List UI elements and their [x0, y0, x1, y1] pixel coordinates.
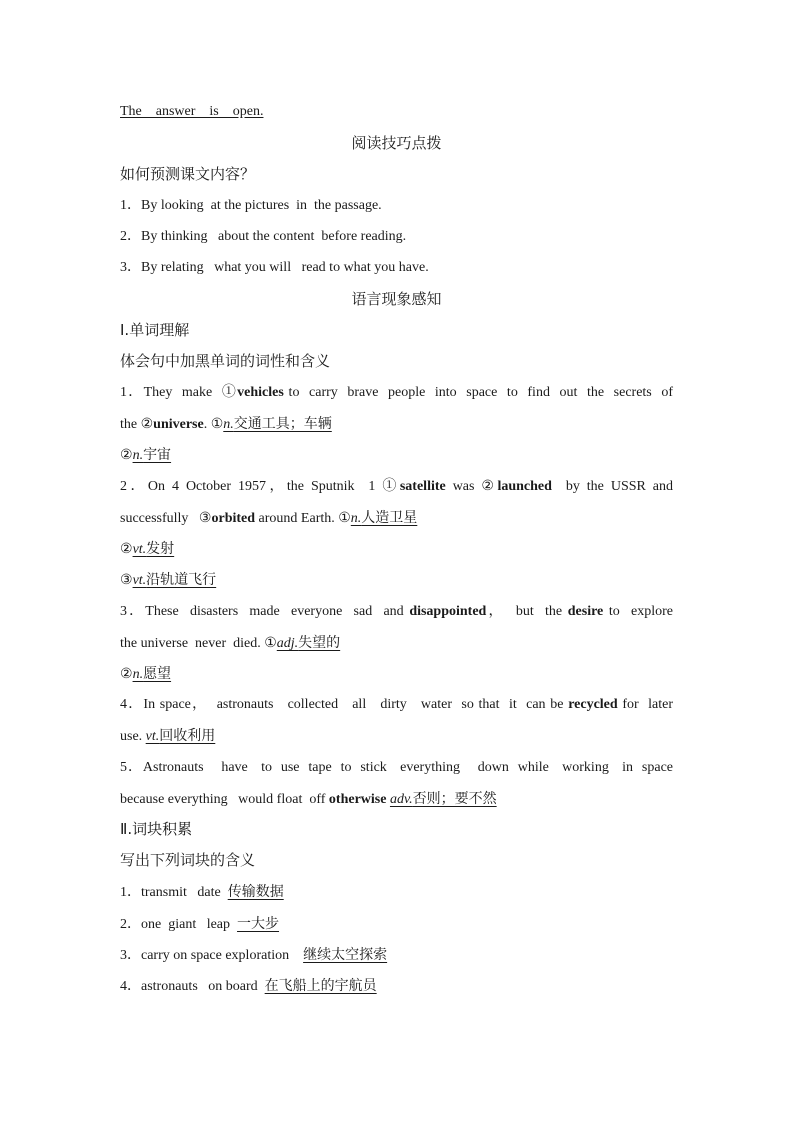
sentence-4-line-1: 4．In space， astronauts collected all dirty water so that it can be recycled for later — [120, 697, 673, 712]
sentence-2-answer-2: ②vt.发射 — [120, 541, 175, 557]
bold-word-otherwise: otherwise — [328, 792, 387, 807]
bold-word-launched: launched — [497, 479, 552, 494]
bold-word-universe: universe — [153, 417, 204, 432]
language-heading: 语言现象感知 — [351, 290, 442, 308]
reading-skills-question: 如何预测课文内容？ — [120, 165, 256, 183]
answer-recycled: vt.回收利用 — [145, 728, 216, 744]
phrase-item-4: 4．astronauts on board 在飞船上的宇航员 — [120, 978, 377, 994]
tip-1: 1．By looking at the pictures in the passage. — [120, 198, 382, 213]
sentence-2-line-1: 2．On 4 October 1957，the Sputnik 1 ①satellite was ②launched by the USSR and — [120, 479, 674, 494]
phrase-meaning: 传输数据 — [227, 884, 284, 900]
tip-3: 3．By relating what you will read to what you have. — [120, 260, 429, 275]
phrase-item-1: 1．transmit date 传输数据 — [120, 884, 284, 900]
answer-launched: vt.发射 — [132, 541, 175, 557]
phrase-meaning: 在飞船上的宇航员 — [264, 978, 377, 994]
phrase-meaning: 一大步 — [237, 916, 280, 932]
bold-word-disappointed: disappointed — [409, 604, 487, 619]
answer-universe: n.宇宙 — [132, 447, 172, 463]
sentence-5-line-1: 5．Astronauts have to use tape to stick everything down while working in space — [120, 760, 674, 775]
sentence-1-line-2: the ②universe. ①n.交通工具；车辆 — [120, 416, 332, 432]
phrase-item-2: 2．one giant leap 一大步 — [120, 916, 280, 932]
sentence-1-line-1: 1．They make ①vehicles to carry brave people into space to find out the secrets of — [120, 385, 673, 400]
sentence-3-line-2: the universe never died. ①adj.失望的 — [120, 635, 341, 651]
bold-word-recycled: recycled — [568, 697, 618, 712]
phrase-item-3: 3．carry on space exploration 继续太空探索 — [120, 947, 388, 963]
answer-otherwise: adv.否则；要不然 — [389, 791, 497, 807]
answer-vehicles: n.交通工具；车辆 — [223, 416, 332, 432]
reading-skills-heading: 阅读技巧点拨 — [351, 134, 442, 152]
bold-word-satellite: satellite — [399, 479, 446, 494]
bold-word-vehicles: vehicles — [237, 385, 284, 400]
answer-orbited: vt.沿轨道飞行 — [132, 572, 217, 588]
answer-satellite: n.人造卫星 — [350, 510, 418, 526]
sentence-3-answer-2: ②n.愿望 — [120, 666, 172, 682]
open-answer: The answer is open. — [120, 104, 264, 119]
part2-instruction: 写出下列词块的含义 — [120, 851, 256, 869]
sentence-4-line-2: use. vt.回收利用 — [120, 728, 216, 744]
sentence-3-line-1: 3．These disasters made everyone sad and disappointed， but the desire to explore — [120, 604, 674, 619]
sentence-2-answer-3: ③vt.沿轨道飞行 — [120, 572, 217, 588]
bold-word-orbited: orbited — [211, 511, 256, 526]
answer-disappointed: adj.失望的 — [276, 635, 341, 651]
part1-instruction: 体会句中加黑单词的词性和含义 — [120, 352, 331, 370]
sentence-2-line-2: successfully ③orbited around Earth. ①n.人造卫星 — [120, 510, 418, 526]
part2-title: Ⅱ.词块积累 — [120, 820, 193, 838]
part1-title: Ⅰ.单词理解 — [120, 321, 190, 339]
phrase-meaning: 继续太空探索 — [303, 947, 388, 963]
sentence-1-answer-2: ②n.宇宙 — [120, 447, 172, 463]
answer-desire: n.愿望 — [132, 666, 172, 682]
tip-2: 2．By thinking about the content before reading. — [120, 229, 407, 244]
sentence-5-line-2: because everything would float off otherwise adv.否则；要不然 — [120, 791, 497, 807]
bold-word-desire: desire — [567, 604, 604, 619]
